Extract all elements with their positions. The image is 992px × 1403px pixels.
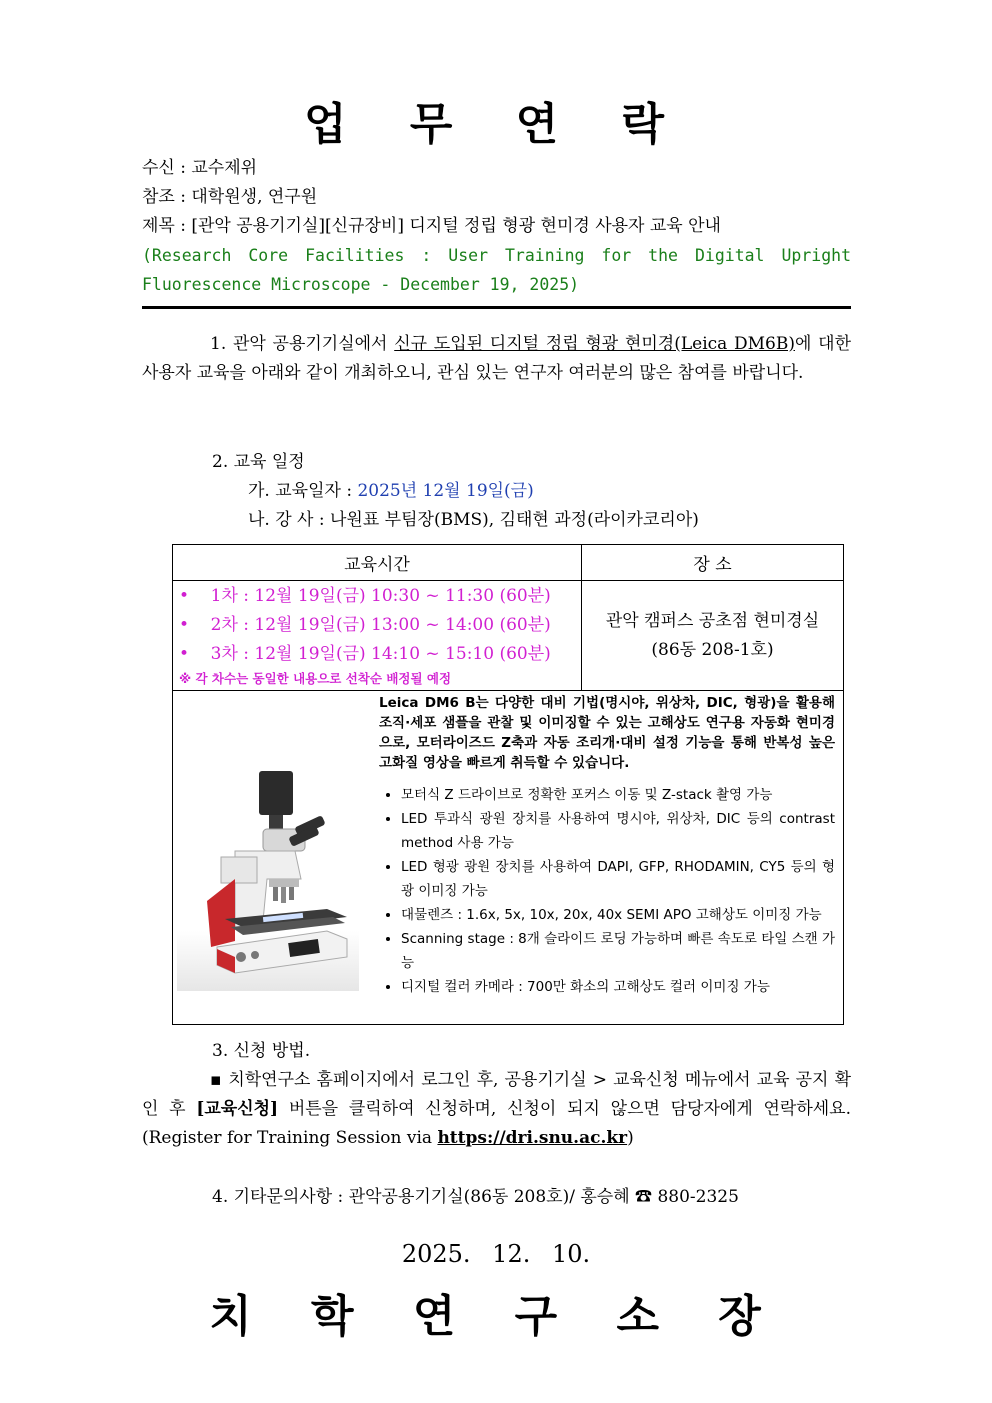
place-name: 관악 캠퍼스 공초점 현미경실 [605, 610, 820, 631]
feature-item: • 디지털 컬러 카메라 : 700만 화소의 고해상도 컬러 이미징 가능 [401, 975, 835, 999]
section-1-suffix: 에 대한 사용자 교육을 아래와 같이 개최하오니, 관심 있는 연구자 여러분의 많은 참여를 바랍니다. [142, 334, 851, 383]
feature-item: • Scanning stage : 8개 슬라이드 로딩 가능하며 빠른 속도로 타일 스캔 가능 [401, 927, 835, 975]
section-3-paragraph: ▪ 치학연구소 홈페이지에서 로그인 후, 공용기기실 > 교육신청 메뉴에서 교육 공지 확인 후 [교육신청] 버튼을 클릭하여 신청하며, 신청이 되지 않으면 담당자에게 연락하세요.(Register for Training Session via https://dri.snu.ac.kr) [142, 1070, 851, 1148]
microscope-image [177, 751, 367, 991]
feature-item: • 모터식 Z 드라이브로 정확한 포커스 이동 및 Z-stack 촬영 가능 [401, 783, 835, 807]
section-1-equipment: 신규 도입된 디지털 정립 형광 현미경(Leica DM6B) [394, 334, 795, 354]
session-item: • 3차 : 12월 19일(금) 14:10 ~ 15:10 (60분) [179, 644, 551, 664]
feature-item: • LED 투과식 광원 장치를 사용하여 명시야, 위상차, DIC 등의 contrast method 사용 가능 [401, 807, 835, 855]
feature-list [373, 783, 835, 999]
place-cell [582, 581, 844, 691]
session-item: • 1차 : 12월 19일(금) 10:30 ~ 11:30 (60분) [179, 586, 551, 606]
equipment-description: Leica DM6 B는 다양한 대비 기법(명시야, 위상차, DIC, 형광)을 활용해 조직·세포 샘플을 관찰 및 이미징할 수 있는 고해상도 연구용 자동화 현미경으로, 모터라이즈드 Z축과 자동 조리개·대비 설정 기능을 통해 반복성 높은 고화질 영상을 빠르게 취득할 수 있습니다. [379, 695, 835, 771]
col-header-place: 장 소 [582, 545, 844, 581]
place-room: (86동 208-1호) [651, 639, 774, 660]
training-date-line [248, 477, 534, 506]
session-note: ※ 각 차수는 동일한 내용으로 선착순 배정될 예정 [179, 671, 452, 686]
feature-item: • LED 형광 광원 장치를 사용하여 DAPI, GFP, RHODAMIN, CY5 등의 형광 이미징 가능 [401, 855, 835, 903]
feature-item: • 대물렌즈 : 1.6x, 5x, 10x, 20x, 40x SEMI APO 고해상도 이미징 가능 [401, 903, 835, 927]
instructor-line: 나. 강 사 : 나원표 부팀장(BMS), 김태현 과정(라이카코리아) [248, 510, 699, 530]
schedule-table [172, 544, 844, 1025]
header-divider [142, 306, 851, 309]
document-title: 업 무 연 락 [304, 99, 688, 150]
subject-line: 제목 : [관악 공용기기실][신규장비] 디지털 정립 형광 현미경 사용자 교육 안내 [142, 216, 721, 236]
training-date-value: 2025년 12월 19일(금) [357, 481, 534, 501]
apply-button-reference: [교육신청] [196, 1099, 279, 1119]
signature: 치 학 연 구 소 장 [209, 1291, 783, 1342]
training-date-label: 가. 교육일자 : [248, 481, 358, 501]
section-3-heading: 3. 신청 방법. [212, 1041, 311, 1061]
sessions-cell [173, 581, 582, 691]
cc-line: 참조 : 대학원생, 연구원 [142, 187, 318, 207]
section-2-heading: 2. 교육 일정 [212, 452, 305, 472]
equipment-cell [173, 691, 844, 1025]
section-1-paragraph [142, 330, 851, 388]
subject-english-line-2: Fluorescence Microscope - December 19, 2025) [142, 275, 580, 294]
col-header-time: 교육시간 [173, 545, 582, 581]
section-1-prefix: 1. 관악 공용기기실에서 [210, 334, 395, 354]
section-4-contact: 4. 기타문의사항 : 관악공용기기실(86동 208호)/ 홍승혜 ☎ 880-2325 [212, 1187, 739, 1207]
session-item: • 2차 : 12월 19일(금) 13:00 ~ 14:00 (60분) [179, 615, 551, 635]
registration-link[interactable]: https://dri.snu.ac.kr [437, 1128, 628, 1148]
recipient-line: 수신 : 교수제위 [142, 158, 258, 178]
subject-english-line-1: (Research Core Facilities : User Training for the Digital Upright [142, 246, 851, 265]
issue-date: 2025. 12. 10. [401, 1240, 591, 1268]
